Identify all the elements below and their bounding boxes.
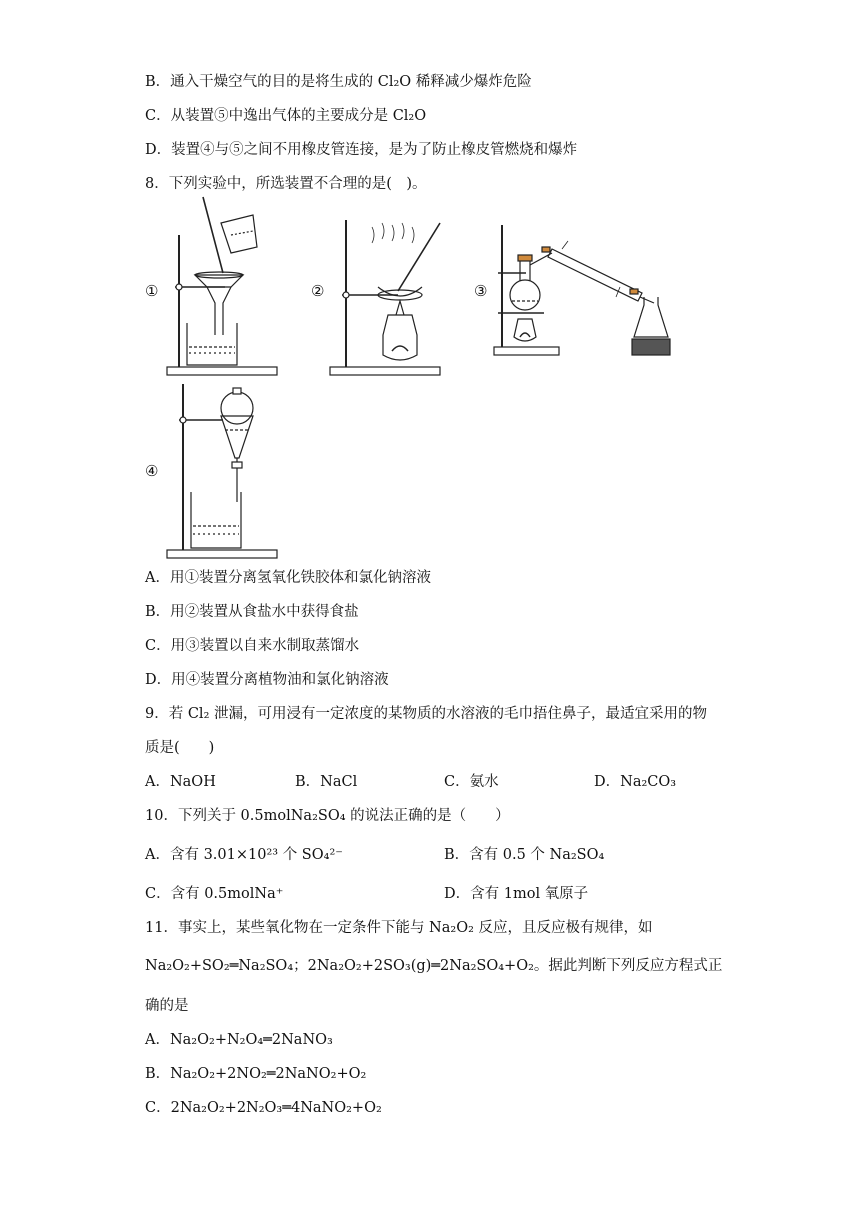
q9-stem-line1: 9．若 Cl₂ 泄漏，可用浸有一定浓度的某物质的水溶液的毛巾捂住鼻子，最适宜采用的物 [145, 706, 707, 722]
q10-option-a: A．含有 3.01×10²³ 个 SO₄²⁻ [145, 847, 343, 863]
q9-option-d: D．Na₂CO₃ [594, 774, 677, 790]
q10-option-d: D．含有 1mol 氧原子 [444, 886, 589, 902]
q7-option-d: D．装置④与⑤之间不用橡皮管连接，是为了防止橡皮管燃烧和爆炸 [145, 142, 578, 158]
evaporation-apparatus-figure [328, 205, 448, 384]
figure-label-4: ④ [145, 462, 159, 480]
q8-option-d: D．用④装置分离植物油和氯化钠溶液 [145, 672, 389, 688]
q11-option-b: B．Na₂O₂+2NO₂═2NaNO₂+O₂ [145, 1066, 367, 1082]
q11-stem-line3: 确的是 [145, 998, 189, 1014]
separatory-funnel-apparatus-figure [165, 382, 285, 568]
q8-option-c: C．用③装置以自来水制取蒸馏水 [145, 638, 360, 654]
q9-option-b: B．NaCl [295, 774, 358, 790]
q9-stem-line2: 质是( ) [145, 740, 215, 756]
q10-option-b: B．含有 0.5 个 Na₂SO₄ [444, 847, 605, 863]
q11-option-a: A．Na₂O₂+N₂O₄═2NaNO₃ [145, 1032, 333, 1048]
q7-option-c: C．从装置⑤中逸出气体的主要成分是 Cl₂O [145, 108, 427, 124]
figure-label-2: ② [311, 282, 325, 300]
figure-label-3: ③ [474, 282, 488, 300]
distillation-apparatus-figure [492, 215, 682, 364]
q11-stem-line2: Na₂O₂+SO₂═Na₂SO₄；2Na₂O₂+2SO₃(g)═2Na₂SO₄+O₂。据此判断下列反应方程式正 [145, 958, 723, 974]
q11-stem-line1: 11．事实上，某些氧化物在一定条件下能与 Na₂O₂ 反应，且反应极有规律，如 [145, 920, 653, 936]
q9-option-a: A．NaOH [145, 774, 216, 790]
q7-option-b: B．通入干燥空气的目的是将生成的 Cl₂O 稀释减少爆炸危险 [145, 74, 532, 90]
q10-option-c: C．含有 0.5molNa⁺ [145, 886, 284, 902]
q11-option-c: C．2Na₂O₂+2N₂O₃═4NaNO₂+O₂ [145, 1100, 382, 1116]
q8-option-b: B．用②装置从食盐水中获得食盐 [145, 604, 359, 620]
q9-option-c: C．氨水 [444, 774, 499, 790]
figure-label-1: ① [145, 282, 159, 300]
q8-option-a: A．用①装置分离氢氧化铁胶体和氯化钠溶液 [145, 570, 431, 586]
filtration-apparatus-figure [165, 195, 280, 384]
q8-stem: 8．下列实验中，所选装置不合理的是( )。 [145, 176, 427, 192]
q10-stem: 10．下列关于 0.5molNa₂SO₄ 的说法正确的是（ ） [145, 808, 510, 824]
